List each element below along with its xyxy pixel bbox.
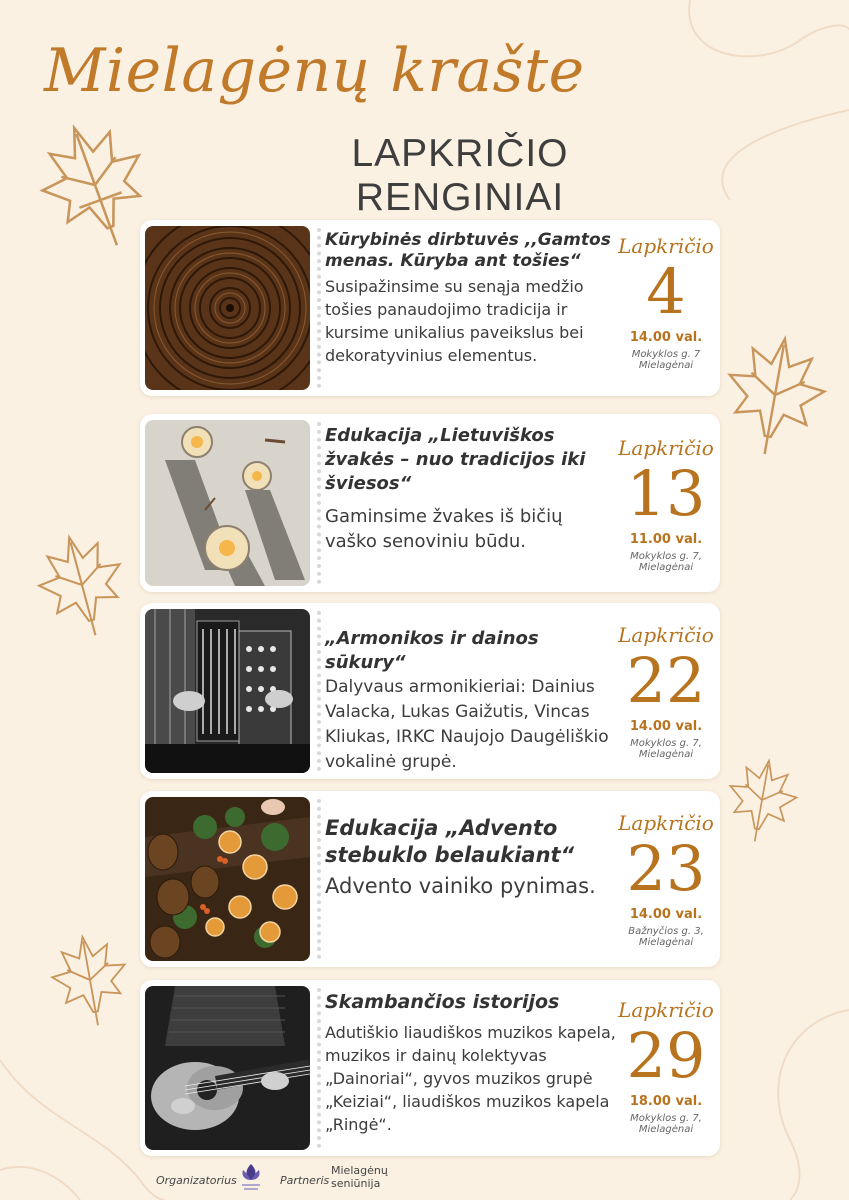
subtitle-line: LAPKRIČIO — [351, 132, 569, 175]
event-card — [140, 603, 720, 779]
event-place-line: Mielagėnai — [638, 1124, 694, 1135]
event-place — [612, 551, 720, 573]
page-subtitle — [300, 132, 620, 220]
event-place — [612, 1113, 720, 1135]
event-place-line: Mielagėnai — [638, 562, 694, 573]
candles-photo — [145, 420, 310, 586]
wood-rings-photo — [145, 226, 310, 390]
partner-label: Partneris — [280, 1174, 330, 1187]
event-place-line: Mokyklos g. 7, — [630, 1113, 702, 1124]
event-time: 14.00 val. — [629, 907, 703, 922]
event-description: Dalyvaus armonikieriai: Dainius Valacka, Lukas Gaižutis, Vincas Kliukas, IRKC Naujojo Daugėliškio vokalinė grupė. — [325, 677, 609, 772]
maple-leaf-icon — [46, 931, 134, 1032]
event-description: Susipažinsime su senąja medžio tošies panaudojimo tradicija ir kursime unikalius paveikslus bei dekoratyvinius elementus. — [325, 277, 584, 365]
guitar-photo — [145, 986, 310, 1150]
event-place — [612, 738, 720, 760]
card-divider — [317, 988, 321, 1148]
card-divider — [317, 228, 321, 388]
event-place — [612, 349, 720, 371]
event-info — [325, 424, 617, 554]
event-place-line: Bažnyčios g. 3, — [628, 926, 704, 937]
event-date — [612, 436, 720, 573]
event-info — [325, 613, 617, 775]
event-place-line: Mokyklos g. 7, — [630, 738, 702, 749]
event-month: Lapkričio — [618, 234, 714, 258]
event-place-line: Mielagėnai — [638, 749, 694, 760]
event-month: Lapkričio — [618, 811, 714, 835]
event-time: 14.00 val. — [629, 330, 703, 345]
accordion-photo — [145, 609, 310, 773]
event-description: Advento vainiko pynimas. — [325, 874, 596, 898]
event-day: 22 — [626, 644, 706, 717]
partner-name-line: seniūnija — [331, 1177, 381, 1190]
event-month: Lapkričio — [618, 436, 714, 460]
event-description: Gaminsime žvakes iš bičių vaško senoviniu būdu. — [325, 506, 563, 552]
event-place-line: Mokyklos g. 7 — [631, 349, 701, 360]
event-day: 29 — [626, 1019, 706, 1092]
advent-wreath-photo — [145, 797, 310, 961]
event-card — [140, 414, 720, 592]
event-place-line: Mielagėnai — [638, 937, 694, 948]
maple-leaf-icon — [722, 755, 802, 847]
page-title: Mielagėnų krašte — [44, 36, 585, 106]
card-divider — [317, 611, 321, 771]
event-place-line: Mielagėnai — [638, 360, 694, 371]
card-divider — [317, 422, 321, 584]
maple-leaf-icon — [29, 527, 136, 646]
event-info — [325, 990, 617, 1136]
event-title: Skambančios istorijos — [325, 991, 560, 1013]
event-date — [612, 623, 720, 760]
event-title: „Armonikos ir dainos sūkury“ — [325, 628, 539, 673]
event-card — [140, 220, 720, 396]
subtitle-line: RENGINIAI — [355, 176, 565, 219]
event-day: 4 — [646, 255, 686, 328]
event-date — [612, 811, 720, 948]
event-description: Adutiškio liaudiškos muzikos kapela, muzikos ir dainų kolektyvas „Dainoriai“, gyvos muzikos grupė „Keiziai“, liaudiškos muzikos kapela „Ringė“. — [325, 1023, 616, 1134]
partner-name — [331, 1164, 388, 1190]
event-card — [140, 791, 720, 967]
event-card — [140, 980, 720, 1156]
event-month: Lapkričio — [618, 623, 714, 647]
event-day: 23 — [626, 832, 706, 905]
event-day: 13 — [626, 457, 706, 530]
event-info — [325, 230, 617, 367]
event-place-line: Mokyklos g. 7, — [630, 551, 702, 562]
event-time: 18.00 val. — [629, 1094, 703, 1109]
event-place — [612, 926, 720, 948]
event-info — [325, 815, 617, 901]
partner-name-line: Mielagėnų — [331, 1164, 388, 1177]
event-title: Edukacija „Lietuviškos žvakės – nuo tradicijos iki šviesos“ — [325, 425, 586, 494]
event-date — [612, 234, 720, 371]
event-month: Lapkričio — [618, 998, 714, 1022]
event-title: Kūrybinės dirbtuvės ,,Gamtos menas. Kūryba ant tošies“ — [325, 230, 611, 271]
event-time: 14.00 val. — [629, 719, 703, 734]
event-date — [612, 998, 720, 1135]
event-title: Edukacija „Advento stebuklo belaukiant“ — [325, 816, 575, 867]
maple-leaf-icon — [717, 331, 832, 463]
card-divider — [317, 799, 321, 959]
event-time: 11.00 val. — [629, 532, 703, 547]
organizer-logo-icon — [240, 1162, 262, 1194]
organizer-label: Organizatorius — [156, 1174, 237, 1187]
